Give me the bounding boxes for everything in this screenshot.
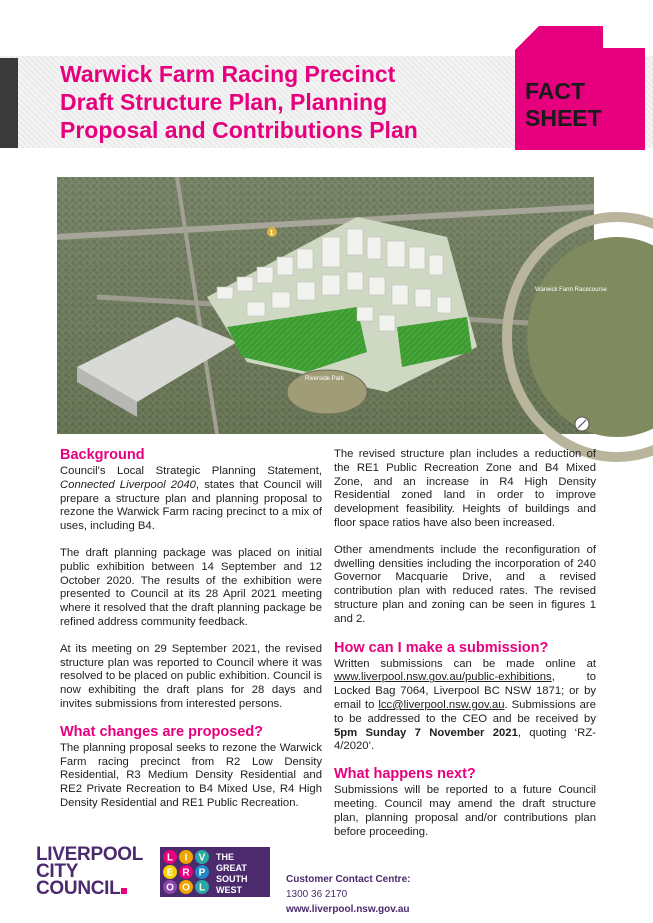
gss-text: THE xyxy=(216,852,234,862)
background-paragraph-3: At its meeting on 29 September 2021, the revised structure plan was reported to Council where it was resolved to be placed on public exhibition. Council is now exhibiting the draft plans for 28 days and invites submissions from interested persons. xyxy=(60,642,322,710)
contact-phone[interactable]: 1300 36 2170 xyxy=(286,889,348,900)
badge-line: SHEET xyxy=(525,105,602,131)
gss-letter: V xyxy=(198,852,206,864)
gss-text: GREAT xyxy=(216,863,247,873)
gss-letter: P xyxy=(198,867,206,879)
background-paragraph-2: The draft planning package was placed on initial public exhibition between 14 September and 12 October 2020. The results of the exhibition were presented to Council at its 28 April 2021 meeting where it resolved that the draft planning package be refined address community feedback. xyxy=(60,546,322,628)
changes-heading: What changes are proposed? xyxy=(60,723,264,740)
gss-letter: R xyxy=(182,867,190,879)
gss-letter: L xyxy=(166,852,174,864)
badge-line: FACT xyxy=(525,78,586,104)
racecourse-label: Warwick Farm Racecourse xyxy=(535,287,607,293)
gss-letter: O xyxy=(182,882,190,894)
exhibitions-link[interactable]: www.liverpool.nsw.gov.au/public-exhibitions xyxy=(334,671,552,684)
contact-details xyxy=(286,872,410,917)
amendments-paragraph: Other amendments include the reconfiguration of dwelling densities including the incorporation of 240 Governor Macquarie Drive, and a revised contribution plan with reduced rates. The revised structure plan and zoning can be seen in figures 1 and 2. xyxy=(334,543,596,625)
title-line: Draft Structure Plan, Planning xyxy=(60,89,388,115)
aerial-precinct-image xyxy=(57,177,607,434)
left-column xyxy=(60,447,322,824)
park-label: Riverside Park xyxy=(305,376,345,382)
gss-letter: O xyxy=(166,882,174,894)
next-steps-paragraph: Submissions will be reported to a future Council meeting. Council may amend the draft structure plan, planning proposal and/or contributions plan before proceeding. xyxy=(334,784,596,838)
marker-label: 1 xyxy=(269,230,274,237)
great-south-west-logo xyxy=(160,847,270,897)
fact-sheet-badge xyxy=(515,26,645,150)
website-link[interactable]: www.liverpool.nsw.gov.au xyxy=(286,904,410,915)
liverpool-city-council-logo: LIVERPOOL CITY COUNCIL xyxy=(36,844,144,899)
background-paragraph-1: Council's Local Strategic Planning Statement, Connected Liverpool 2040, states that Council will prepare a structure plan and planning proposal to rezone the Warwick Farm racing precinct to a mix of uses, including B4. xyxy=(60,465,322,533)
gss-letter: I xyxy=(184,852,188,864)
great-south-west-mark xyxy=(160,847,270,897)
submission-paragraph: Written submissions can be made online at www.liverpool.nsw.gov.au/public-exhibitions, to Locked Bag 7064, Liverpool BC NSW 1871; or by email to lcc@liverpool.nsw.gov.au. Submissions are to be addressed to the CEO and be received by 5pm Sunday 7 November 2021, quoting ‘RZ-4/2020’. xyxy=(334,657,596,753)
contact-label: Customer Contact Centre: xyxy=(286,874,411,885)
title-line: Warwick Farm Racing Precinct xyxy=(60,61,396,87)
contact-centre-line xyxy=(286,872,410,902)
page-title xyxy=(60,60,500,144)
gss-text: WEST xyxy=(216,885,242,895)
background-heading: Background xyxy=(60,447,145,463)
title-line: Proposal and Contributions Plan xyxy=(60,117,418,143)
aerial-render xyxy=(57,177,607,434)
email-link[interactable]: lcc@liverpool.nsw.gov.au xyxy=(378,698,505,711)
changes-paragraph: The planning proposal seeks to rezone the Warwick Farm racing precinct from R2 Low Density Residential, R3 Medium Density Residential and RE2 Private Recreation to B4 Mixed Use, R4 High Density Residential and RE1 Public Recreation. xyxy=(60,741,322,809)
header-edge-bar xyxy=(0,58,18,148)
revised-plan-paragraph: The revised structure plan includes a reduction of the RE1 Public Recreation Zone and B4 Mixed Zone, and an increase in R4 High Density Residential zoned land in order to improve development feasibility. Heights of buildings and floor space ratios have also been increased. xyxy=(334,448,596,529)
next-steps-heading: What happens next? xyxy=(334,766,476,783)
gss-letter: E xyxy=(166,867,174,879)
gss-letter: L xyxy=(198,882,206,894)
gss-text: SOUTH xyxy=(216,874,248,884)
submission-heading: How can I make a submission? xyxy=(334,639,549,656)
right-column xyxy=(334,448,596,852)
